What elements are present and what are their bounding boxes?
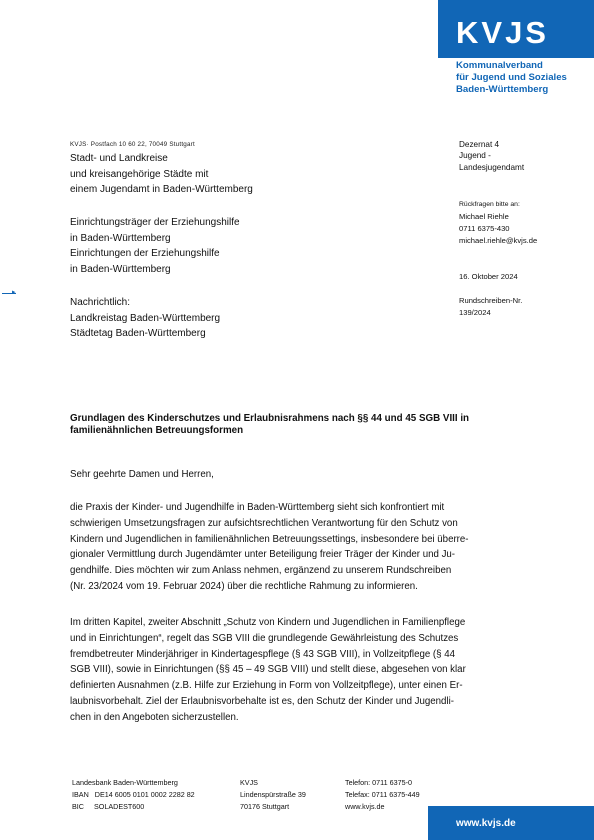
department-line: Landesjugendamt: [459, 162, 525, 172]
sender-line: KVJS· Postfach 10 60 22, 70049 Stuttgart: [70, 141, 195, 148]
recipient-line: in Baden-Württemberg: [70, 263, 171, 275]
fold-arrow-icon: ▸: [12, 289, 16, 296]
paragraph-line: Im dritten Kapitel, zweiter Abschnitt „Schutz von Kindern und Jugendlichen in Familienpflege: [70, 617, 466, 628]
footer-line: BIC SOLADEST600: [72, 802, 145, 811]
paragraph-line: gionaler Vermittlung durch Jugendämter unter Beteiligung freier Träger der Kinder und Ju-: [70, 549, 456, 561]
footer-contact: [345, 777, 420, 813]
recipient-line: Einrichtungen der Erziehungshilfe: [70, 248, 220, 260]
recipient-line: Stadt- und Landkreise: [70, 153, 168, 164]
recipient-group-1: [70, 151, 253, 198]
paragraph-line: SGB VIII), sowie in Einrichtungen (§§ 45 – 49 SGB VIII) und stellt diese, abgesehen von klar: [70, 664, 466, 676]
paragraph-line: laubnisvorbehalt. Ziel der Erlaubnisvorbehalte ist es, den Schutz der Kinder und Jugendli-: [70, 695, 454, 707]
logo-line-1: Kommunalverband: [456, 60, 543, 71]
footer-url[interactable]: www.kvjs.de: [456, 818, 516, 829]
contact-label: Rückfragen bitte an:: [459, 201, 520, 208]
department-line: Jugend -: [459, 151, 491, 161]
paragraph-line: Kindern und Jugendlichen in familienähnlichen Betreuungssettings, insbesondere bei überre-: [70, 533, 469, 545]
recipient-line: Nachrichtlich:: [70, 297, 131, 308]
recipient-line: Einrichtungsträger der Erziehungshilfe: [70, 217, 240, 228]
contact-name: Michael Riehle: [459, 212, 509, 221]
footer-line: IBAN DE14 6005 0101 0002 2282 82: [72, 790, 195, 799]
footer-website[interactable]: www.kvjs.de: [345, 802, 385, 811]
footer-line: Telefax: 0711 6375-449: [345, 790, 420, 799]
recipient-line: einem Jugendamt in Baden-Württemberg: [70, 184, 253, 196]
recipient-line: und kreisangehörige Städte mit: [70, 168, 209, 180]
logo-line-2: für Jugend und Soziales: [456, 72, 567, 83]
circular-label: Rundschreiben-Nr.: [459, 296, 523, 305]
paragraph-line: definierten Ausnahmen (z.B. Hilfe zur Erziehung in Form von Vollzeitpflege), unter einen Er-: [70, 680, 463, 692]
paragraph-2: [70, 615, 525, 726]
paragraph-line: gendhilfe. Dies möchten wir zum Anlass nehmen, ergänzend zu unserem Rundschreiben: [70, 565, 452, 577]
letter-subject: Grundlagen des Kinderschutzes und Erlaubnisrahmens nach §§ 44 und 45 SGB VIII in familienähnlichen Betreuungsformen: [70, 413, 470, 436]
recipient-group-2: [70, 215, 240, 277]
contact-email[interactable]: michael.riehle@kvjs.de: [459, 236, 538, 245]
footer-line: Landesbank Baden-Württemberg: [72, 778, 178, 787]
paragraph-line: chen in den Angeboten sicherzustellen.: [70, 711, 239, 723]
recipient-line: Städtetag Baden-Württemberg: [70, 328, 206, 340]
contact-phone: 0711 6375-430: [459, 224, 510, 233]
recipient-line: Landkreistag Baden-Württemberg: [70, 312, 221, 324]
paragraph-line: die Praxis der Kinder- und Jugendhilfe in Baden-Württemberg sieht sich konfrontiert mit: [70, 502, 445, 513]
department-block: [459, 139, 524, 173]
paragraph-1: [70, 500, 525, 595]
circular-number: 139/2024: [459, 308, 491, 317]
footer-line: 70176 Stuttgart: [240, 802, 290, 811]
footer-address: [240, 777, 306, 813]
footer-bank: [72, 777, 195, 813]
letter-date: 16. Oktober 2024: [459, 272, 518, 281]
paragraph-line: (Nr. 23/2024 vom 19. Februar 2024) über die rechtliche Rahmung zu informieren.: [70, 580, 418, 592]
logo-line-3: Baden-Württemberg: [456, 84, 549, 95]
salutation: Sehr geehrte Damen und Herren,: [70, 469, 214, 480]
paragraph-line: und in Einrichtungen“, regelt das SGB VIII die grundlegende Gewährleistung des Schutzes: [70, 632, 459, 644]
paragraph-line: schwierigen Umsetzungsfragen zur aufsichtsrechtlichen Verantwortung für den Schutz von: [70, 517, 458, 529]
footer-line: Lindenspürstraße 39: [240, 790, 306, 799]
footer-line: KVJS: [240, 778, 258, 787]
department-line: Dezernat 4: [459, 140, 500, 149]
logo-title: KVJS: [456, 15, 549, 50]
recipient-group-3: [70, 295, 220, 342]
recipient-line: in Baden-Württemberg: [70, 232, 171, 244]
footer-line: Telefon: 0711 6375-0: [345, 778, 413, 787]
paragraph-line: fremdbetreuter Minderjähriger in Kindertagespflege (§ 43 SGB VIII), in Vollzeitpflege (§ 44: [70, 648, 456, 660]
